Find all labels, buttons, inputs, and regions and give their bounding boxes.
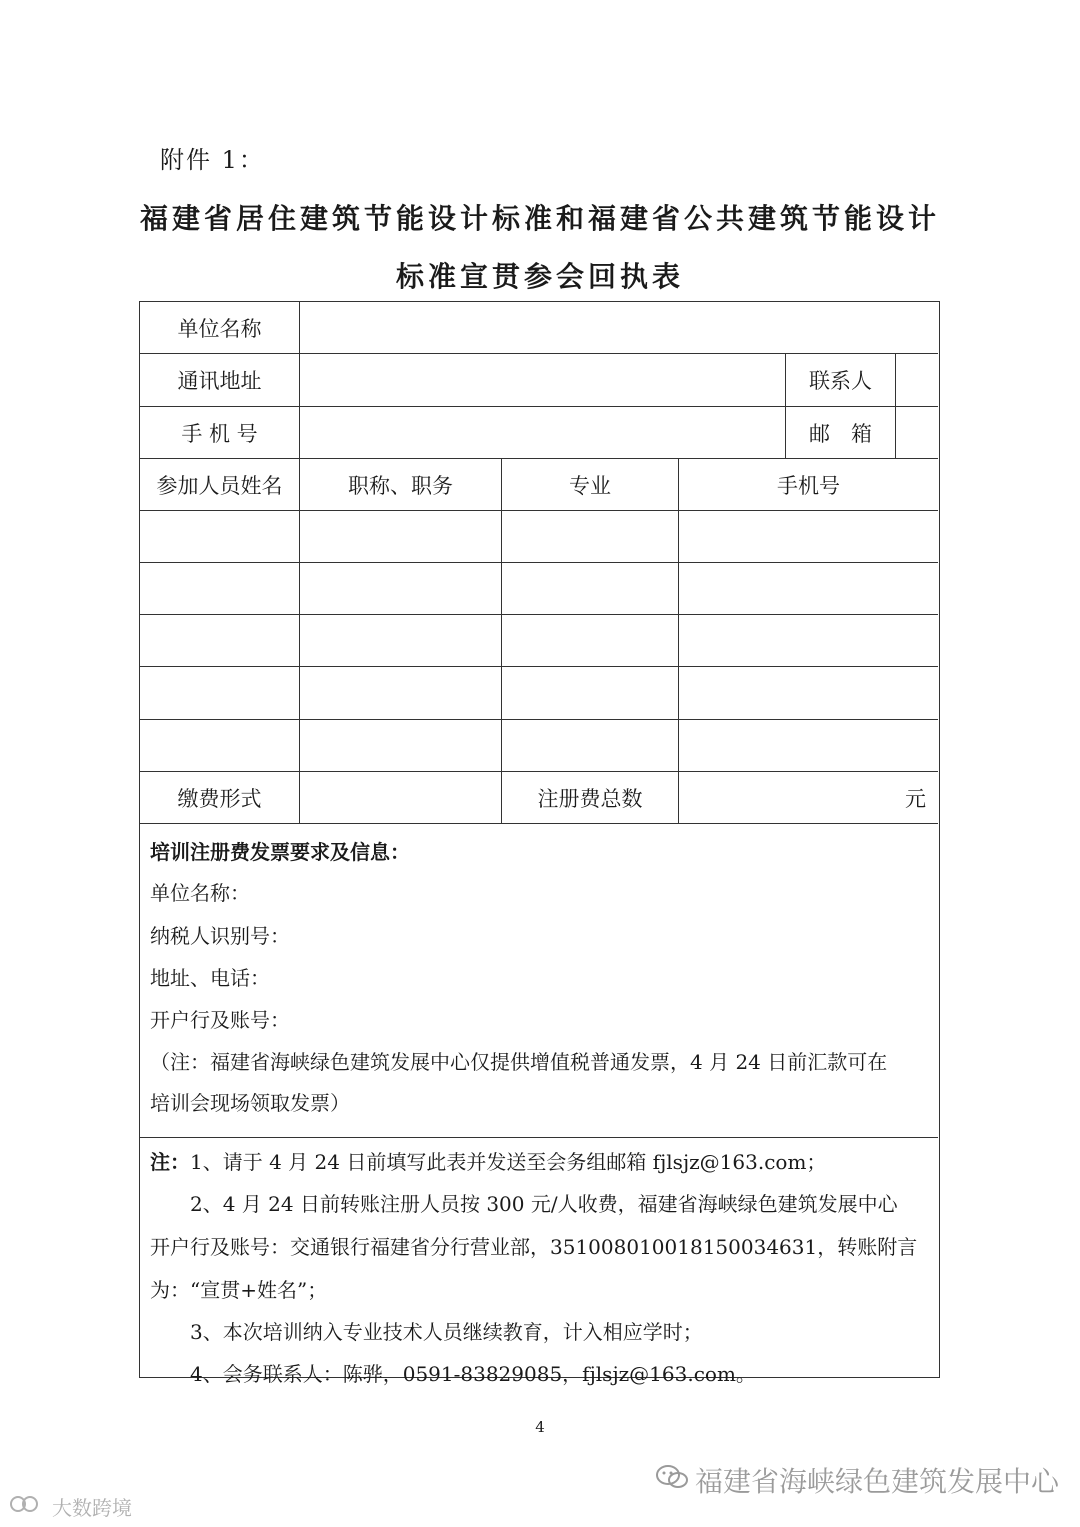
address-field[interactable] [300, 354, 786, 407]
page-number: 4 [535, 1418, 545, 1436]
email-field[interactable] [896, 407, 938, 459]
email-label: 邮 箱 [786, 407, 896, 459]
payment-method-label: 缴费形式 [140, 772, 300, 824]
address-label: 通讯地址 [140, 354, 300, 407]
participant-mobile-cell[interactable] [679, 563, 938, 615]
document-title-line2: 标准宣贯参会回执表 [395, 260, 684, 293]
invoice-info-section [140, 824, 938, 1138]
note-item-2-line1: 2、4 月 24 日前转账注册人员按 300 元/人收费，福建省海峡绿色建筑发展中心 [190, 1192, 898, 1216]
mobile-field[interactable] [300, 407, 786, 459]
mobile-label: 手 机 号 [140, 407, 300, 459]
participant-major-cell[interactable] [502, 563, 679, 615]
participant-mobile-header: 手机号 [679, 459, 938, 511]
participant-major-cell[interactable] [502, 511, 679, 563]
participant-title-cell[interactable] [300, 563, 502, 615]
note-item-2-line3: 为：“宣贯+姓名”； [150, 1278, 328, 1302]
unit-name-label: 单位名称 [140, 302, 300, 354]
note-item-2-line2: 开户行及账号：交通银行福建省分行营业部，351008010018150034631，转账附言 [150, 1235, 918, 1259]
watermark-account-name: 福建省海峡绿色建筑发展中心 [695, 1465, 1060, 1498]
participant-title-header: 职称、职务 [300, 459, 502, 511]
participant-major-cell[interactable] [502, 615, 679, 667]
participant-title-cell[interactable] [300, 511, 502, 563]
participant-mobile-cell[interactable] [679, 720, 938, 772]
invoice-taxpayer-id: 纳税人识别号： [150, 924, 290, 948]
participant-name-cell[interactable] [140, 667, 300, 720]
participant-name-cell[interactable] [140, 720, 300, 772]
watermark-logo [8, 1492, 132, 1521]
notes-prefix: 注： [150, 1150, 190, 1174]
participant-mobile-cell[interactable] [679, 511, 938, 563]
participant-mobile-cell[interactable] [679, 667, 938, 720]
participant-mobile-cell[interactable] [679, 615, 938, 667]
participant-major-cell[interactable] [502, 720, 679, 772]
document-title-line1: 福建省居住建筑节能设计标准和福建省公共建筑节能设计 [139, 202, 940, 235]
payment-method-field[interactable] [300, 772, 502, 824]
unit-name-field[interactable] [300, 302, 938, 354]
wechat-icon [655, 1463, 689, 1498]
logo-icon [8, 1493, 48, 1520]
contact-field[interactable] [896, 354, 938, 407]
watermark-account [655, 1460, 1059, 1500]
participant-name-cell[interactable] [140, 563, 300, 615]
invoice-bank-account: 开户行及账号： [150, 1008, 290, 1032]
watermark-logo-text: 大数跨境 [52, 1496, 132, 1520]
currency-unit: 元 [905, 786, 926, 811]
participant-title-cell[interactable] [300, 615, 502, 667]
registration-form-table [139, 301, 940, 1386]
invoice-note-line2: 培训会现场领取发票） [150, 1091, 350, 1115]
participant-name-cell[interactable] [140, 511, 300, 563]
contact-label: 联系人 [786, 354, 896, 407]
note-item-4: 4、会务联系人：陈骅，0591-83829085，fjlsjz@163.com。 [190, 1362, 756, 1386]
attachment-label: 附件 1： [160, 146, 265, 174]
participant-name-header: 参加人员姓名 [140, 459, 300, 511]
total-fee-field[interactable] [679, 772, 938, 824]
participant-name-cell[interactable] [140, 615, 300, 667]
participant-title-cell[interactable] [300, 667, 502, 720]
participant-major-header: 专业 [502, 459, 679, 511]
total-fee-label: 注册费总数 [502, 772, 679, 824]
invoice-unit-name: 单位名称： [150, 881, 250, 905]
invoice-address-phone: 地址、电话： [150, 966, 270, 990]
note-item-3: 3、本次培训纳入专业技术人员继续教育，计入相应学时； [190, 1320, 703, 1344]
note-item-1: 1、请于 4 月 24 日前填写此表并发送至会务组邮箱 fjlsjz@163.com； [190, 1150, 827, 1174]
notes-section [140, 1138, 938, 1386]
participant-major-cell[interactable] [502, 667, 679, 720]
invoice-note-line1: （注：福建省海峡绿色建筑发展中心仅提供增值税普通发票，4 月 24 日前汇款可在 [150, 1050, 888, 1074]
invoice-heading: 培训注册费发票要求及信息： [150, 840, 410, 864]
participant-title-cell[interactable] [300, 720, 502, 772]
